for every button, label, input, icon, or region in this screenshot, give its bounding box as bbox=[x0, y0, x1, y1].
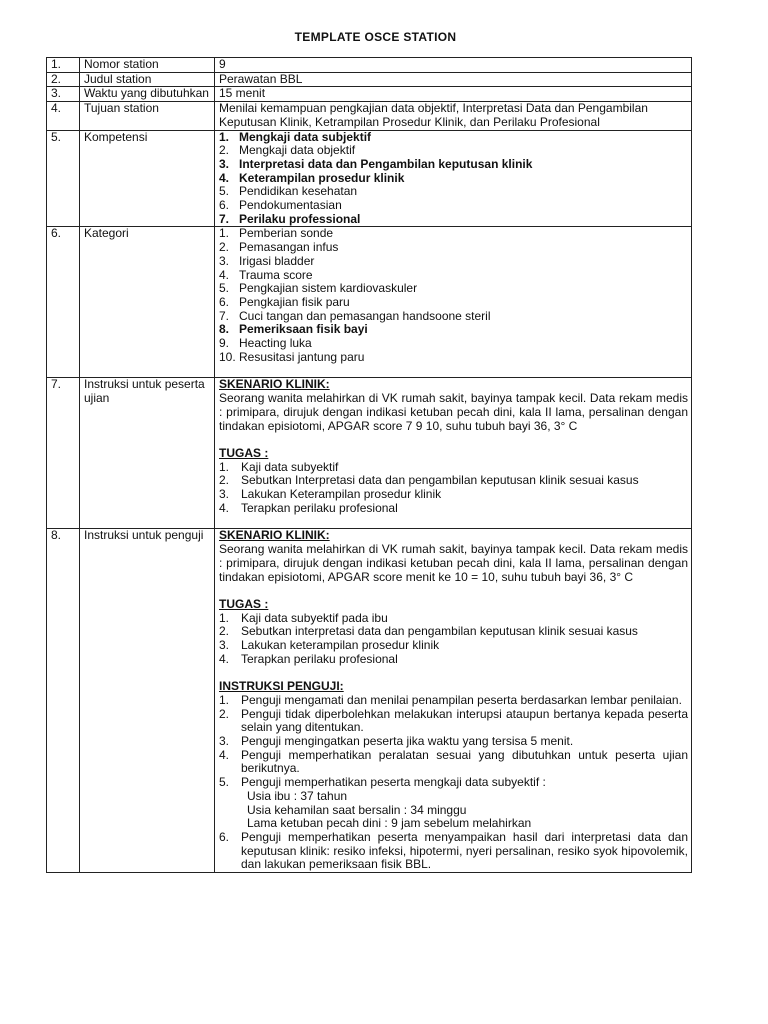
row-number: 8. bbox=[47, 529, 80, 873]
list-item bbox=[219, 488, 688, 502]
item-text: Pengkajian fisik paru bbox=[239, 294, 350, 309]
list-item bbox=[219, 694, 688, 708]
osce-station-table bbox=[46, 57, 692, 873]
item-text: Mengkaji data subjektif bbox=[239, 129, 372, 144]
list-item bbox=[219, 461, 688, 475]
item-text: Lakukan keterampilan prosedur klinik bbox=[241, 638, 440, 653]
item-text: Pendidikan kesehatan bbox=[239, 184, 358, 199]
item-text: Penguji mengamati dan menilai penampilan peserta berdasarkan lembar penilaian. bbox=[241, 692, 682, 707]
item-number: 2. bbox=[219, 143, 230, 158]
row-value: 9 bbox=[215, 58, 692, 73]
list-item bbox=[219, 199, 688, 213]
tugas-list bbox=[219, 461, 688, 516]
item-number: 1. bbox=[219, 129, 230, 144]
item-number: 7. bbox=[219, 308, 230, 323]
list-item bbox=[219, 310, 688, 324]
table-row bbox=[47, 130, 692, 227]
sub-item: Usia ibu : 37 tahun bbox=[247, 788, 348, 803]
item-text: Perilaku professional bbox=[239, 211, 361, 226]
row-number: 4. bbox=[47, 102, 80, 130]
row-label: Tujuan station bbox=[80, 102, 215, 130]
list-item bbox=[219, 323, 688, 337]
row-label: Instruksi untuk penguji bbox=[80, 529, 215, 873]
item-number: 4. bbox=[219, 651, 230, 666]
item-text: Lakukan Keterampilan prosedur klinik bbox=[241, 487, 442, 502]
skenario-text: Seorang wanita melahirkan di VK rumah sakit, bayinya tampak kecil. Data rekam medis : primipara, dirujuk dengan indikasi ketuban pecah dini, kala II lama, persalinan dengan tindakan episiotomi, APGAR score menit ke 10 = 10, suhu tubuh bayi 36, 3° C bbox=[219, 542, 688, 584]
sub-item: Lama ketuban pecah dini : 9 jam sebelum melahirkan bbox=[247, 816, 532, 831]
item-number: 4. bbox=[219, 500, 230, 515]
item-text: Penguji mengingatkan peserta jika waktu yang tersisa 5 menit. bbox=[241, 734, 574, 748]
item-text: Terapkan perilaku profesional bbox=[241, 651, 398, 666]
list-item bbox=[219, 296, 688, 310]
item-number: 2. bbox=[219, 706, 230, 721]
item-number: 1. bbox=[219, 226, 230, 241]
item-number: 4. bbox=[219, 170, 230, 185]
item-text: Pemasangan infus bbox=[239, 240, 339, 255]
item-text: Pemeriksaan fisik bayi bbox=[239, 322, 368, 337]
item-text: Interpretasi data dan Pengambilan keputusan klinik bbox=[239, 156, 533, 171]
item-number: 9. bbox=[219, 336, 230, 351]
table-row bbox=[47, 87, 692, 102]
item-text: Sebutkan interpretasi data dan pengambilan keputusan klinik sesuai kasus bbox=[241, 624, 638, 639]
item-text: Kaji data subyektif pada ibu bbox=[241, 610, 388, 625]
item-number: 5. bbox=[219, 281, 230, 296]
list-item bbox=[219, 213, 688, 227]
row-label: Nomor station bbox=[80, 58, 215, 73]
item-text: Kaji data subyektif bbox=[241, 459, 339, 474]
row-number: 7. bbox=[47, 378, 80, 529]
list-item bbox=[219, 474, 688, 488]
item-number: 6. bbox=[219, 198, 230, 213]
row-value: Menilai kemampuan pengkajian data objektif, Interpretasi Data dan Pengambilan Keputusan Klinik, Ketrampilan Prosedur Klinik, dan Perilaku Profesional bbox=[215, 102, 692, 130]
item-number: 4. bbox=[219, 267, 230, 282]
list-item bbox=[219, 158, 688, 172]
list-item bbox=[219, 282, 688, 296]
item-text: Resusitasi jantung paru bbox=[239, 349, 365, 364]
tugas-title: TUGAS : bbox=[219, 445, 269, 460]
item-text: Penguji tidak diperbolehkan melakukan interupsi ataupun bertanya kepada peserta selain yang ditentukan. bbox=[241, 706, 688, 735]
row-label: Kompetensi bbox=[80, 130, 215, 227]
list-item bbox=[219, 269, 688, 283]
list-item bbox=[219, 241, 688, 255]
list-item bbox=[219, 708, 688, 735]
table-row bbox=[47, 58, 692, 73]
list-item bbox=[219, 227, 688, 241]
instruksi-penguji-list bbox=[219, 694, 688, 872]
item-number: 1. bbox=[219, 692, 230, 707]
list-item bbox=[219, 144, 688, 158]
item-text: Penguji memperhatikan peserta mengkaji data subyektif : bbox=[241, 775, 546, 790]
item-text: Penguji memperhatikan peralatan sesuai yang dibutuhkan untuk peserta ujian berikutnya. bbox=[241, 747, 688, 776]
page-title: TEMPLATE OSCE STATION bbox=[294, 30, 457, 44]
peserta-instructions-cell bbox=[215, 378, 692, 529]
item-text: Sebutkan Interpretasi data dan pengambilan keputusan klinik sesuai kasus bbox=[241, 473, 639, 488]
item-number: 1. bbox=[219, 610, 230, 625]
row-number: 2. bbox=[47, 72, 80, 87]
list-item bbox=[219, 131, 688, 145]
sub-list bbox=[219, 790, 531, 831]
item-text: Mengkaji data objektif bbox=[239, 143, 356, 158]
item-number: 2. bbox=[219, 624, 230, 639]
kategori-list bbox=[219, 227, 688, 364]
row-number: 5. bbox=[47, 130, 80, 227]
item-number: 6. bbox=[219, 829, 230, 844]
list-item bbox=[219, 337, 688, 351]
item-text: Pemberian sonde bbox=[239, 226, 334, 241]
skenario-title: SKENARIO KLINIK: bbox=[219, 377, 330, 392]
item-text: Penguji memperhatikan peserta menyampaikan hasil dari interpretasi data dan keputusan klinik: resiko infeksi, hipotermi, nyeri persalinan, resiko syok hipovolemik, dan lakukan pemeriksaan fisik BBL. bbox=[241, 829, 688, 872]
item-text: Keterampilan prosedur klinik bbox=[239, 170, 405, 185]
item-text: Terapkan perilaku profesional bbox=[241, 500, 398, 515]
skenario-title: SKENARIO KLINIK: bbox=[219, 528, 330, 543]
list-item bbox=[219, 653, 688, 667]
row-label: Waktu yang dibutuhkan bbox=[80, 87, 215, 102]
item-text: Heacting luka bbox=[239, 336, 312, 351]
table-row bbox=[47, 378, 692, 529]
sub-item: Usia kehamilan saat bersalin : 34 minggu bbox=[247, 802, 467, 817]
item-number: 7. bbox=[219, 211, 230, 226]
item-number: 3. bbox=[219, 734, 230, 748]
item-number: 3. bbox=[219, 253, 230, 268]
item-number: 1. bbox=[219, 459, 230, 474]
table-row bbox=[47, 529, 692, 873]
item-number: 3. bbox=[219, 487, 230, 502]
list-item bbox=[219, 831, 688, 872]
table-row bbox=[47, 72, 692, 87]
row-value: Perawatan BBL bbox=[215, 72, 692, 87]
item-number: 8. bbox=[219, 322, 230, 337]
row-value: 15 menit bbox=[215, 87, 692, 102]
table-row bbox=[47, 227, 692, 378]
list-item bbox=[219, 735, 688, 749]
list-item bbox=[219, 749, 688, 776]
row-number: 6. bbox=[47, 227, 80, 378]
skenario-text: Seorang wanita melahirkan di VK rumah sakit, bayinya tampak kecil. Data rekam medis : primipara, dirujuk dengan indikasi ketuban pecah dini, kala II lama, persalinan dengan tindakan episiotomi, APGAR score 7 9 10, suhu tubuh bayi 36, 3° C bbox=[219, 391, 688, 433]
list-item bbox=[219, 185, 688, 199]
tugas-title: TUGAS : bbox=[219, 596, 269, 611]
list-item bbox=[219, 502, 688, 516]
table-row bbox=[47, 102, 692, 130]
kompetensi-cell bbox=[215, 130, 692, 227]
list-item bbox=[219, 351, 688, 365]
item-text: Irigasi bladder bbox=[239, 253, 315, 268]
list-item bbox=[219, 612, 688, 626]
list-item bbox=[219, 776, 688, 790]
penguji-instructions-cell bbox=[215, 529, 692, 873]
item-text: Pendokumentasian bbox=[239, 198, 342, 213]
list-item bbox=[219, 639, 688, 653]
item-number: 5. bbox=[219, 775, 230, 790]
item-text: Trauma score bbox=[239, 267, 313, 282]
row-label: Instruksi untuk peserta ujian bbox=[80, 378, 215, 529]
item-text: Cuci tangan dan pemasangan handsoone steril bbox=[239, 308, 491, 323]
row-label: Kategori bbox=[80, 227, 215, 378]
item-number: 6. bbox=[219, 294, 230, 309]
item-number: 2. bbox=[219, 240, 230, 255]
tugas-list bbox=[219, 612, 688, 667]
list-item bbox=[219, 625, 688, 639]
item-number: 3. bbox=[219, 638, 230, 653]
item-number: 2. bbox=[219, 473, 230, 488]
list-item bbox=[219, 255, 688, 269]
row-label: Judul station bbox=[80, 72, 215, 87]
row-number: 1. bbox=[47, 58, 80, 73]
sub-list-row bbox=[219, 790, 688, 831]
item-number: 10. bbox=[219, 349, 236, 364]
row-number: 3. bbox=[47, 87, 80, 102]
kategori-cell bbox=[215, 227, 692, 378]
kompetensi-list bbox=[219, 131, 688, 227]
item-number: 3. bbox=[219, 156, 230, 171]
item-text: Pengkajian sistem kardiovaskuler bbox=[239, 281, 418, 296]
item-number: 4. bbox=[219, 747, 230, 762]
item-number: 5. bbox=[219, 184, 230, 199]
list-item bbox=[219, 172, 688, 186]
instruksi-penguji-title: INSTRUKSI PENGUJI: bbox=[219, 679, 344, 694]
